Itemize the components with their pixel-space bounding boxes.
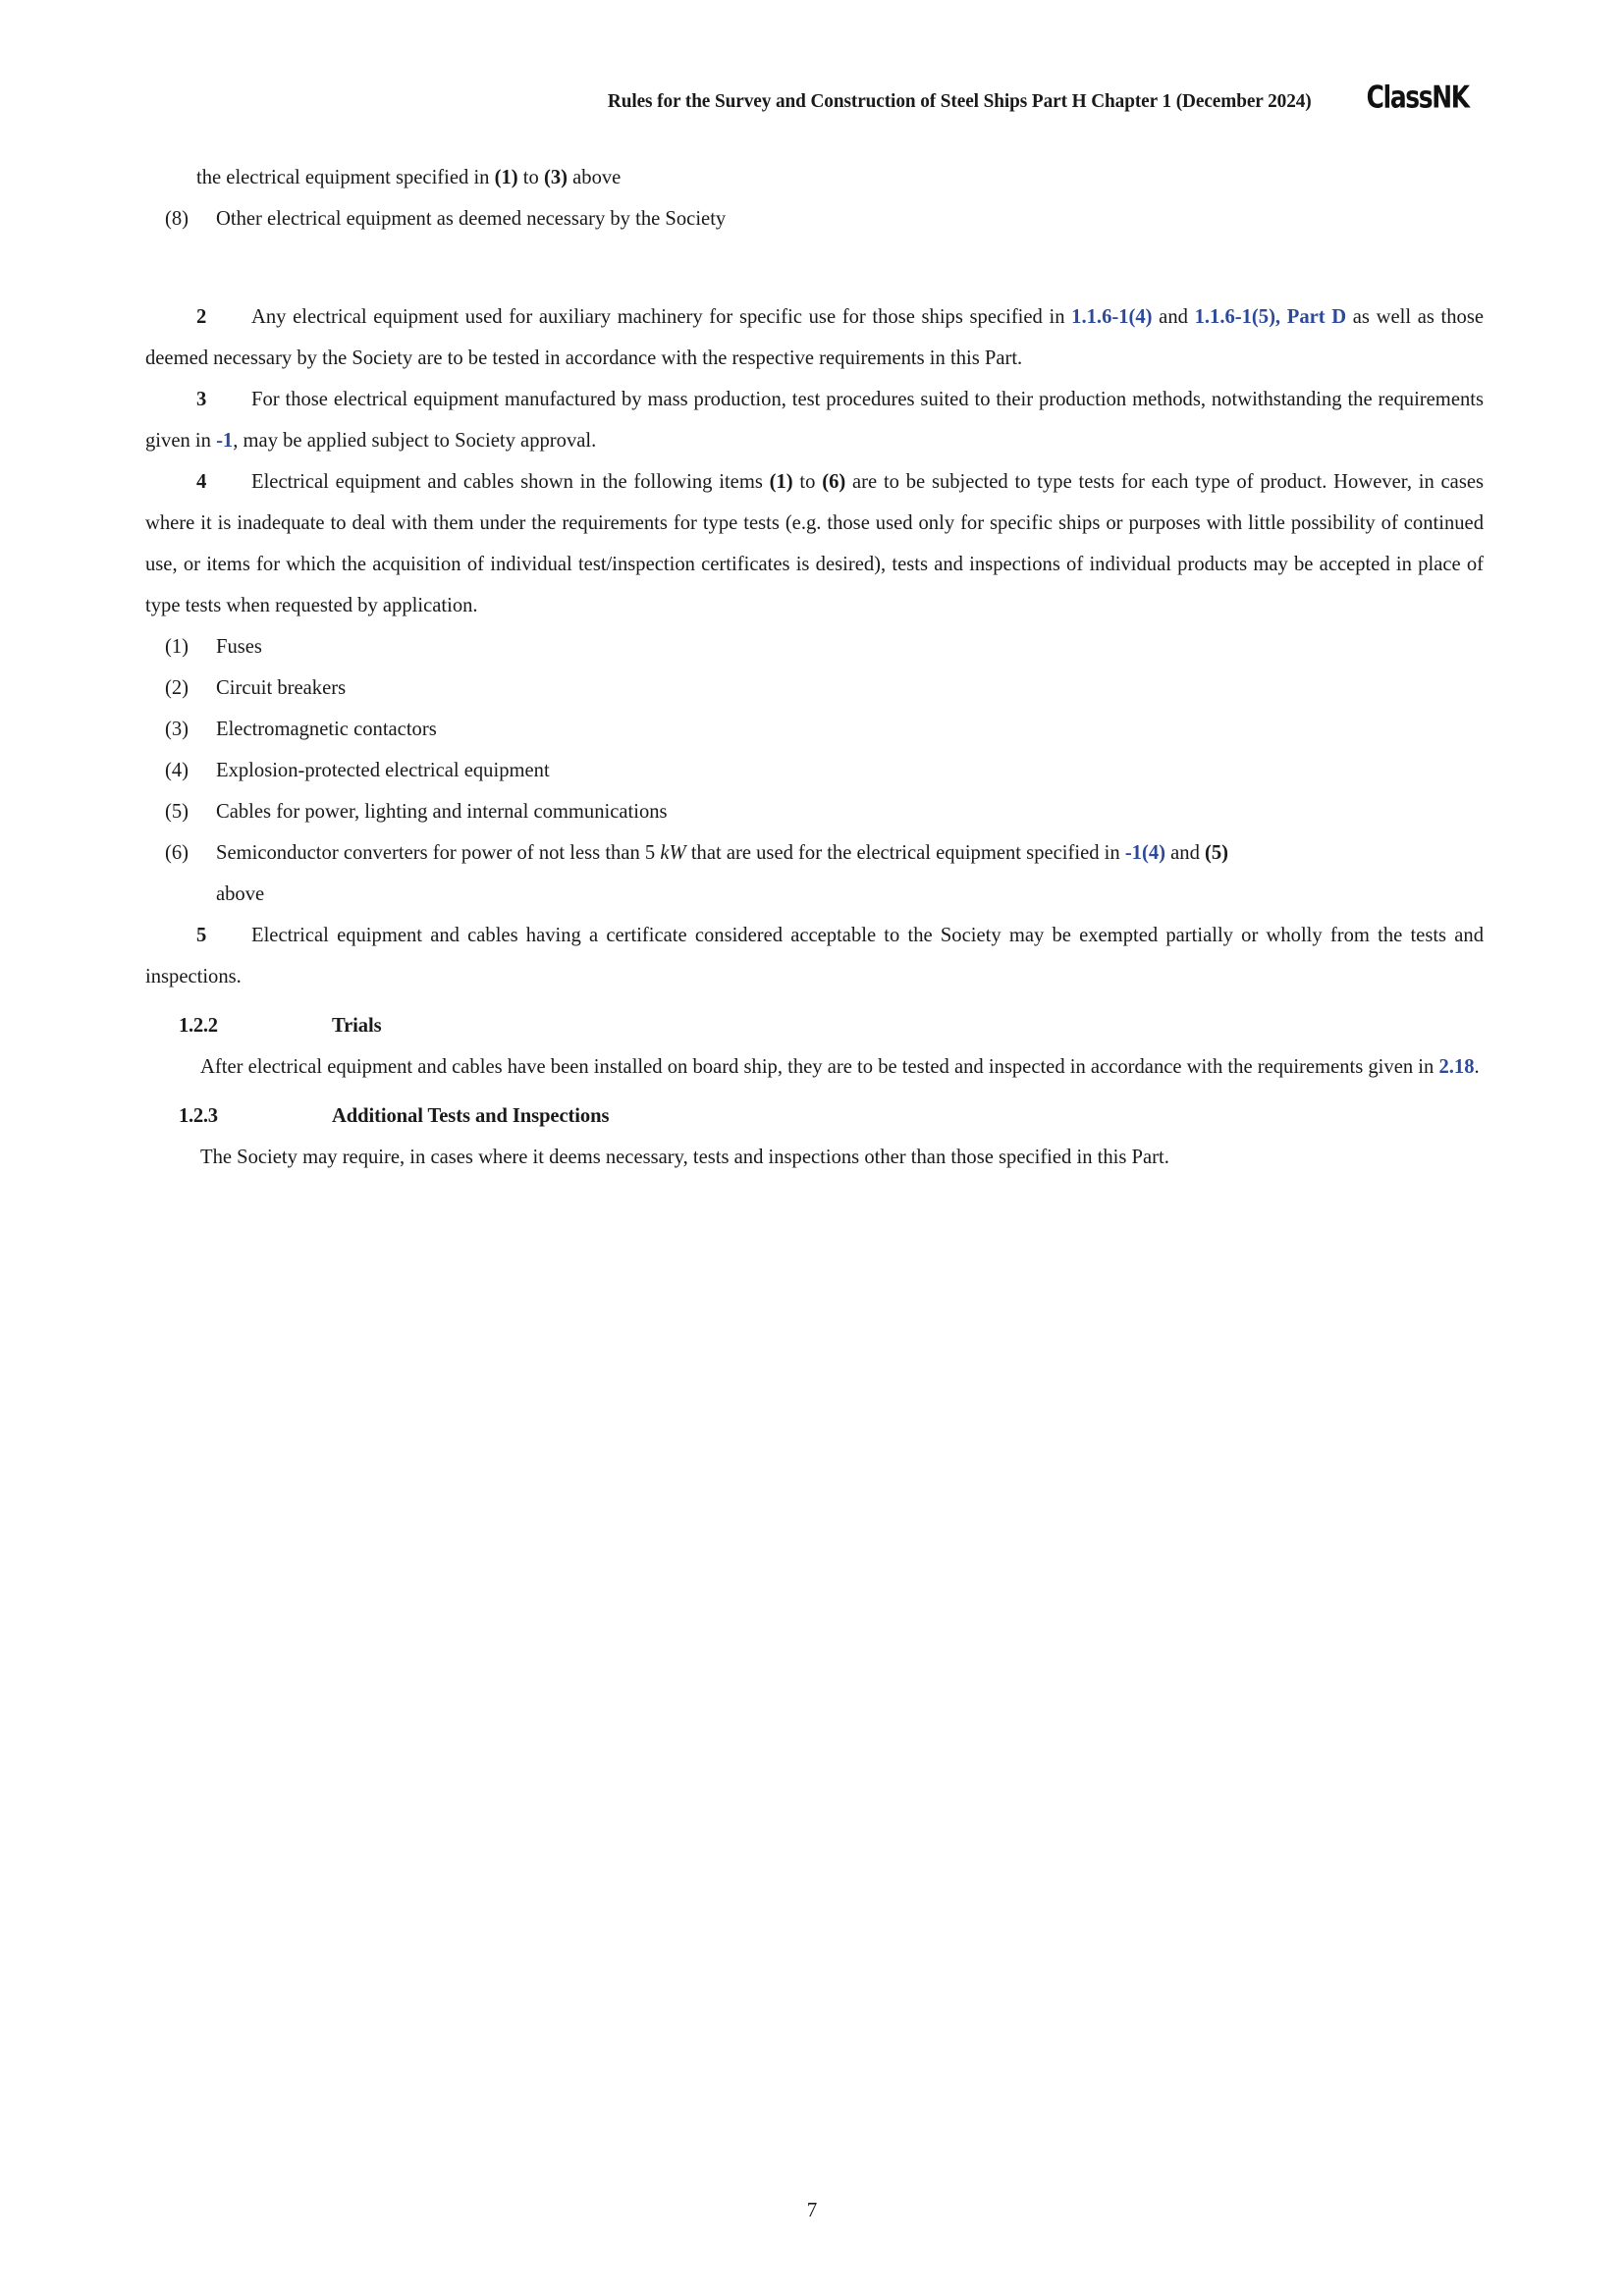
- list-item: [165, 626, 1484, 667]
- item-6-ref-5: (5): [1205, 842, 1229, 864]
- list-item: [165, 667, 1484, 709]
- paragraph-3-text-2: , may be applied subject to Society approval.: [233, 430, 597, 452]
- item-6-unit-kw: kW: [660, 842, 686, 864]
- paragraph-2-text-3: as well as those deemed necessary by the Society are to be tested in accordance with the respective requirements in this Part.: [145, 306, 1484, 369]
- section-1-2-2-text-2: .: [1474, 1056, 1480, 1078]
- continued-line-post: above: [568, 167, 622, 188]
- list-item-marker: (3): [165, 719, 189, 740]
- paragraph-3-number: 3: [196, 389, 207, 410]
- list-item: [165, 832, 1484, 874]
- paragraph-4: [145, 461, 1484, 626]
- section-1-2-3-body: The Society may require, in cases where it deems necessary, tests and inspections other than those specified in this Part.: [200, 1147, 1169, 1168]
- item-6-text-1: Semiconductor converters for power of not less than 5: [216, 842, 661, 864]
- list-item-label: Explosion-protected electrical equipment: [216, 760, 550, 781]
- list-item: [165, 709, 1484, 750]
- section-1-2-2-text-1: After electrical equipment and cables have been installed on board ship, they are to be tested and inspected in accordance with the requirements given in: [200, 1056, 1439, 1078]
- item-6-text-3: and: [1165, 842, 1206, 864]
- paragraph-2-text-2: and: [1152, 306, 1195, 328]
- list-item-label: [216, 832, 1484, 874]
- link-2-18[interactable]: 2.18: [1438, 1056, 1475, 1078]
- list-item-marker: (8): [165, 208, 189, 230]
- paragraph-4-text-1: Electrical equipment and cables shown in the following items: [251, 471, 770, 493]
- section-heading-1-2-3: [145, 1095, 1484, 1137]
- section-number: 1.2.3: [179, 1105, 218, 1127]
- link-1-1-6-1-5-part-d[interactable]: 1.1.6-1(5), Part D: [1194, 306, 1347, 328]
- list-item-marker: (1): [165, 636, 189, 658]
- continued-line-ref-1: (1): [494, 167, 518, 188]
- paragraph-4-ref-6: (6): [822, 471, 846, 493]
- continued-line: [196, 157, 1484, 198]
- paragraph-5-text: Electrical equipment and cables having a certificate considered acceptable to the Society may be exempted partially or wholly from the tests and inspections.: [145, 925, 1484, 988]
- list-item-marker: (5): [165, 801, 189, 823]
- section-1-2-2-body: [145, 1046, 1484, 1088]
- classnk-logo: ClassNK: [1366, 80, 1469, 116]
- link-minus-1[interactable]: -1: [216, 430, 234, 452]
- paragraph-4-text-3: are to be subjected to type tests for each type of product. However, in cases where it is inadequate to deal with them under the requirements for type tests (e.g. those used only for specific ships or purposes with little possibility of continued use, or items for which the acquisition of individual test/inspection certificates is desired), tests and inspections of individual products may be accepted in place of type tests when requested by application.: [145, 471, 1484, 616]
- section-title: Additional Tests and Inspections: [332, 1105, 610, 1127]
- paragraph-5: [145, 915, 1484, 997]
- list-item: [165, 791, 1484, 832]
- item-6-text-2: that are used for the electrical equipment specified in: [685, 842, 1125, 864]
- section-title: Trials: [332, 1015, 382, 1037]
- header-title: Rules for the Survey and Construction of Steel Ships Part H Chapter 1 (December 2024): [607, 90, 1312, 112]
- list-item-label: Cables for power, lighting and internal communications: [216, 801, 668, 823]
- list-item: [165, 750, 1484, 791]
- list-item-marker: (2): [165, 677, 189, 699]
- paragraph-2-number: 2: [196, 306, 207, 328]
- continued-line-pre: the electrical equipment specified in: [196, 167, 495, 188]
- paragraph-4-text-2: to: [792, 471, 823, 493]
- spacer: [145, 240, 1484, 275]
- continued-line-ref-3: (3): [543, 167, 568, 188]
- list-item-marker: (4): [165, 760, 189, 781]
- list-item-label: Circuit breakers: [216, 677, 347, 699]
- page-header: [0, 80, 1624, 115]
- section-number: 1.2.2: [179, 1015, 218, 1037]
- list-item-continuation: [165, 874, 1484, 915]
- item-6-continuation: above: [216, 883, 265, 905]
- list-item-marker: (6): [165, 842, 189, 864]
- section-heading-1-2-2: [145, 1005, 1484, 1046]
- list-item-label: Other electrical equipment as deemed necessary by the Society: [216, 208, 727, 230]
- paragraph-2: [145, 296, 1484, 379]
- paragraph-3: [145, 379, 1484, 461]
- page-footer: [0, 2198, 1624, 2222]
- paragraph-3-text-1: For those electrical equipment manufactured by mass production, test procedures suited to their production methods, notwithstanding the requirements given in: [145, 389, 1484, 452]
- paragraph-2-text-1: Any electrical equipment used for auxiliary machinery for specific use for those ships specified in: [251, 306, 1072, 328]
- list-item-label: Fuses: [216, 636, 262, 658]
- list-item: [165, 198, 1484, 240]
- page-number: 7: [806, 2198, 818, 2221]
- list-item-label: Electromagnetic contactors: [216, 719, 437, 740]
- link-1-1-6-1-4[interactable]: 1.1.6-1(4): [1071, 306, 1153, 328]
- paragraph-4-number: 4: [196, 471, 207, 493]
- document-body: [145, 157, 1484, 1178]
- link-minus-1-4[interactable]: -1(4): [1124, 842, 1165, 864]
- paragraph-5-number: 5: [196, 925, 207, 946]
- continued-line-mid: to: [517, 167, 544, 188]
- paragraph-4-ref-1: (1): [769, 471, 793, 493]
